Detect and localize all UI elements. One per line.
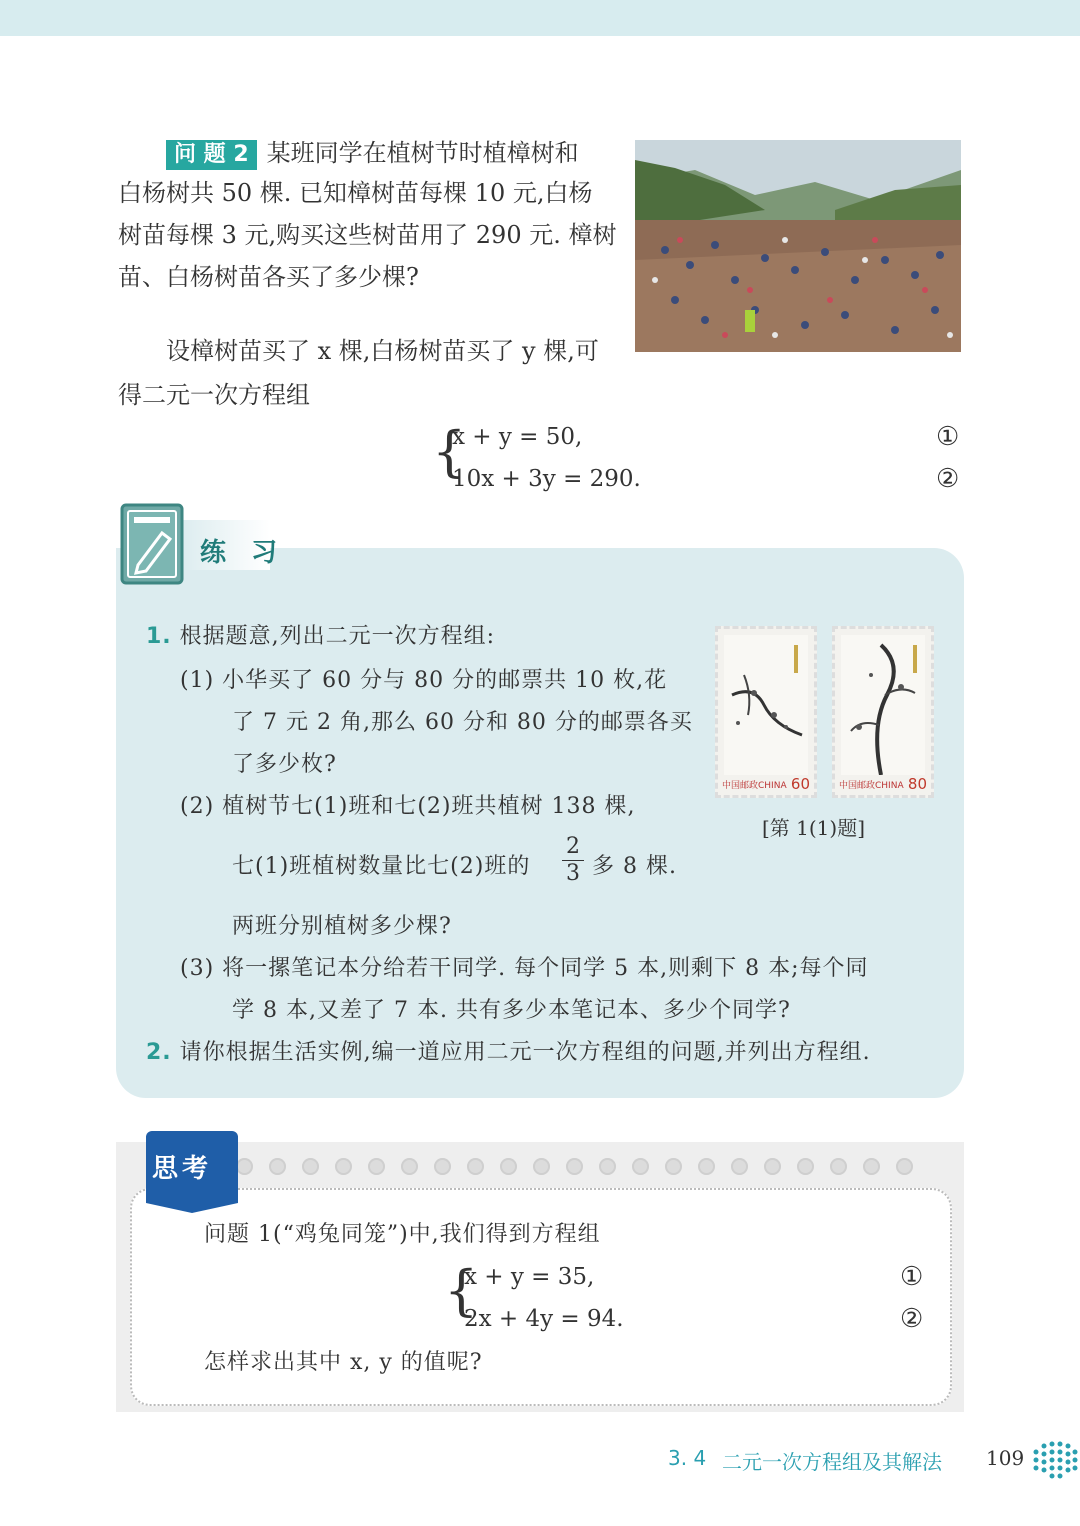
think-equation-1: x + y = 35, <box>464 1264 595 1290</box>
fraction-denominator: 3 <box>562 860 584 887</box>
stamp-caption: [第 1(1)题] <box>762 816 866 840</box>
q1-2-line-a: (2) 植树节七(1)班和七(2)班共植树 138 棵, <box>180 794 636 819</box>
top-band <box>0 0 1080 36</box>
binder-holes <box>236 1158 929 1179</box>
think-equation-brace: { <box>444 1259 479 1322</box>
practice-title: 练 习 <box>200 538 286 568</box>
problem2-line3: 树苗每棵 3 元,购买这些树苗用了 290 元. 樟树 <box>118 221 617 249</box>
think-line1: 问题 1(“鸡兔同笼”)中,我们得到方程组 <box>204 1222 601 1247</box>
think-tag-tip <box>146 1203 238 1213</box>
problem2-tag: 问 题 2 <box>166 140 257 170</box>
fraction-two-thirds <box>562 834 584 887</box>
q1-3-line-a: (3) 将一摞笔记本分给若干同学. 每个同学 5 本,则剩下 8 本;每个同 <box>180 956 869 981</box>
practice-q2: 2. 请你根据生活实例,编一道应用二元一次方程组的问题,并列出方程组. <box>146 1040 871 1065</box>
equation-1-marker: ① <box>936 422 960 452</box>
page-number: 109 <box>986 1446 1025 1470</box>
think-equation-2: 2x + 4y = 94. <box>464 1306 624 1332</box>
q1-3-line-b: 学 8 本,又差了 7 本. 共有多少本笔记本、多少个同学? <box>232 998 791 1023</box>
setup-line2: 得二元一次方程组 <box>118 381 310 409</box>
setup-line1: 设樟树苗买了 x 棵,白杨树苗买了 y 棵,可 <box>166 337 599 365</box>
pencil-notebook-icon <box>120 503 186 585</box>
problem2-line1: 问 题 2 某班同学在植树节时植樟树和 <box>166 132 579 174</box>
q1-2-line-b: 七(1)班植树数量比七(2)班的 <box>232 854 531 879</box>
think-line2: 怎样求出其中 x, y 的值呢? <box>204 1350 483 1375</box>
footer-section-number: 3. 4 <box>668 1446 707 1470</box>
think-equation-2-marker: ② <box>900 1304 924 1334</box>
fraction-numerator: 2 <box>566 834 580 859</box>
equation-brace: { <box>432 420 467 483</box>
q1-1-line-b: 了 7 元 2 角,那么 60 分和 80 分的邮票各买 <box>232 710 693 735</box>
think-equation-1-marker: ① <box>900 1262 924 1292</box>
q1-2-line-b-end: 多 8 棵. <box>592 854 677 879</box>
equation-2: 10x + 3y = 290. <box>452 466 641 492</box>
stamp-80-painting <box>841 635 925 775</box>
stamp-60-painting <box>724 635 808 775</box>
q1-1-line-c: 了多少枚? <box>232 752 337 777</box>
stamp-80: 中国邮政CHINA 80 <box>832 626 934 798</box>
problem2-line2: 白杨树共 50 棵. 已知樟树苗每棵 10 元,白杨 <box>118 179 593 207</box>
equation-2-marker: ② <box>936 464 960 494</box>
think-title: 思考 <box>152 1154 213 1184</box>
equation-1: x + y = 50, <box>452 424 583 450</box>
q1-1-line-a: (1) 小华买了 60 分与 80 分的邮票共 10 枚,花 <box>180 668 668 693</box>
footer-section-title: 二元一次方程组及其解法 <box>722 1450 942 1474</box>
q1-number: 1. <box>146 624 172 649</box>
problem2-line4: 苗、白杨树苗各买了多少棵? <box>118 263 419 291</box>
q2-number: 2. <box>146 1040 172 1065</box>
dot-grid-decoration <box>1032 1440 1078 1484</box>
q1-2-line-c: 两班分别植树多少棵? <box>232 914 452 939</box>
practice-q1: 1. 根据题意,列出二元一次方程组: <box>146 624 496 649</box>
stamp-60: 中国邮政CHINA 60 <box>715 626 817 798</box>
tree-planting-photo <box>635 140 961 352</box>
